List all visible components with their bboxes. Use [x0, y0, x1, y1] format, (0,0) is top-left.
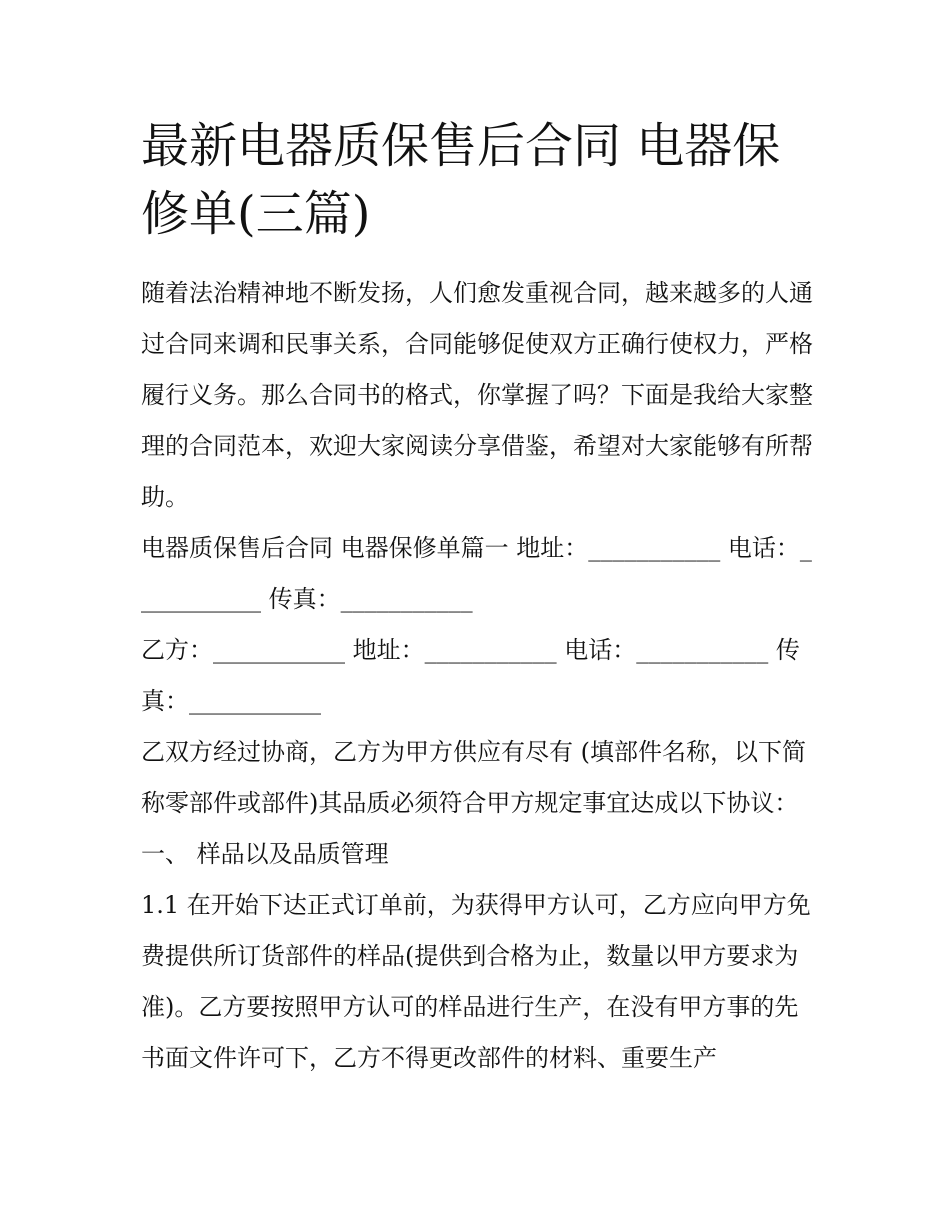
clause-1-1-paragraph: 1.1 在开始下达正式订单前，为获得甲方认可，乙方应向甲方免费提供所订货部件的样品(提供到合格为止，数量以甲方要求为准)。乙方要按照甲方认可的样品进行生产，在没有甲方事的先书面文件许可下，乙方不得更改部件的材料、重要生产 — [141, 891, 811, 1072]
party-a-contact-paragraph: 电器质保售后合同 电器保修单篇一 地址：___________ 电话：___________ 传真：___________ — [141, 534, 812, 613]
agreement-paragraph: 乙双方经过协商，乙方为甲方供应有尽有 (填部件名称，以下简称零部件或部件)其品质必须符合甲方规定事宜达成以下协议： 一、 样品以及品质管理 — [141, 738, 806, 868]
document-page — [141, 112, 813, 1084]
party-b-contact-paragraph: 乙方：___________ 地址：___________ 电话：___________ 传真：___________ — [141, 636, 800, 715]
intro-paragraph: 随着法治精神地不断发扬，人们愈发重视合同，越来越多的人通过合同来调和民事关系，合同能够促使双方正确行使权力，严格履行义务。那么合同书的格式，你掌握了吗？下面是我给大家整理的合同范本，欢迎大家阅读分享借鉴，希望对大家能够有所帮助。 — [141, 279, 813, 511]
document-title: 最新电器质保售后合同 电器保修单(三篇) — [141, 118, 781, 242]
